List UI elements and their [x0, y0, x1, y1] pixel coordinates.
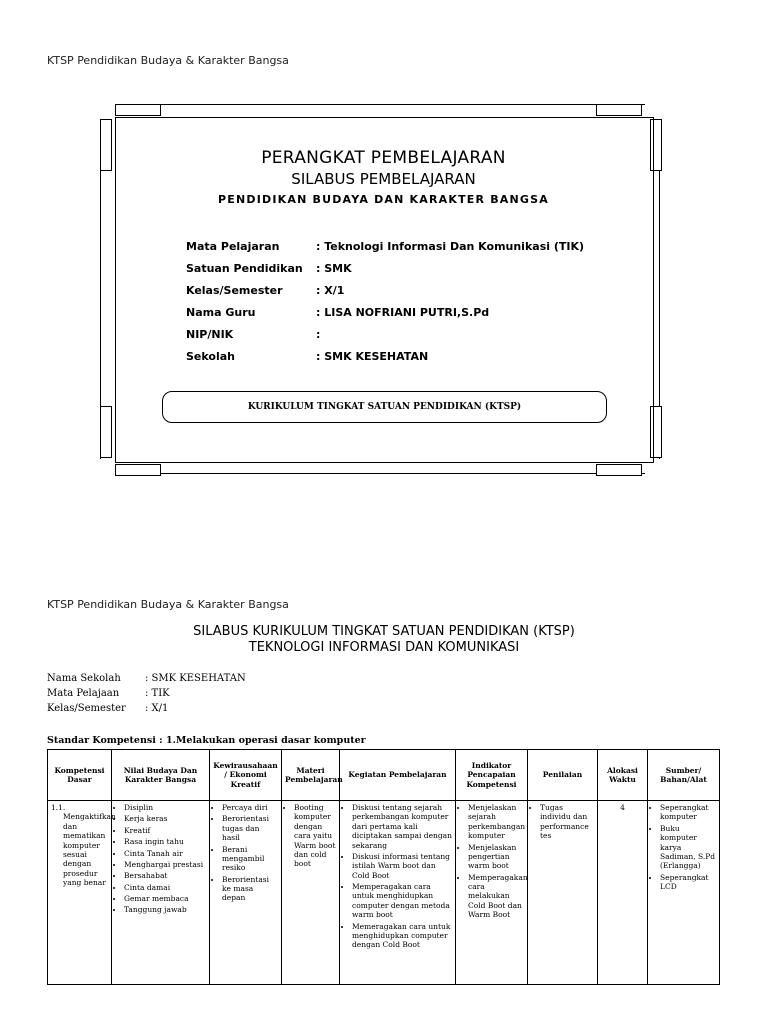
- list-item: • Cinta Tanah air: [124, 849, 206, 858]
- cover-subtitle: SILABUS PEMBELAJARAN: [291, 170, 476, 188]
- cell-alokasi: 4: [598, 801, 648, 985]
- list-item: • Diskusi informasi tentang istilah Warm boot dan Cold Boot: [352, 852, 452, 880]
- list-item: • Seperangkat komputer: [660, 803, 716, 822]
- th-kompetensi-dasar: Kompetensi Dasar: [48, 750, 112, 801]
- th-nilai-budaya: Nilai Budaya Dan Karakter Bangsa: [112, 750, 210, 801]
- table-header-row: [48, 750, 720, 801]
- cell-penilaian: [528, 801, 598, 985]
- standar-kompetensi: Standar Kompetensi : 1.Melakukan operasi dasar komputer: [47, 735, 366, 746]
- list-item: • Booting komputer dengan cara yaitu Warm boot dan cold boot: [294, 803, 336, 869]
- list-item: • Seperangkat LCD: [660, 873, 716, 892]
- list-item: • Kreatif: [124, 826, 206, 835]
- silabus-title: SILABUS KURIKULUM TINGKAT SATUAN PENDIDIKAN (KTSP): [193, 624, 575, 639]
- list-item: • Memeragakan cara untuk menghidupkan computer dengan Cold Boot: [352, 922, 452, 950]
- page-header: KTSP Pendidikan Budaya & Karakter Bangsa: [47, 54, 289, 67]
- list-item: • Memperagakan cara untuk menghidupkan computer dengan metoda warm boot: [352, 882, 452, 920]
- list-item: • Menghargai prestasi: [124, 860, 206, 869]
- cell-sumber: [648, 801, 720, 985]
- page2-header: KTSP Pendidikan Budaya & Karakter Bangsa: [47, 598, 289, 611]
- th-alokasi: Alokasi Waktu: [598, 750, 648, 801]
- list-item: • Berani mengambil resiko: [222, 845, 278, 873]
- list-item: • Tugas individu dan performance tes: [540, 803, 594, 841]
- list-item: • Tanggung jawab: [124, 905, 206, 914]
- list-item: • Berorientasi tugas dan hasil: [222, 814, 278, 842]
- th-penilaian: Penilaian: [528, 750, 598, 801]
- list-item: • Percaya diri: [222, 803, 278, 812]
- cover-title: PERANGKAT PEMBELAJARAN: [261, 148, 506, 168]
- table-row: [48, 801, 720, 985]
- cover-subtitle-2: PENDIDIKAN BUDAYA DAN KARAKTER BANGSA: [218, 193, 549, 206]
- list-item: • Memperagakan cara melakukan Cold Boot dan Warm Boot: [468, 873, 524, 920]
- list-item: • Menjelaskan pengertian warm boot: [468, 843, 524, 871]
- list-item: • Buku komputer karya Sadiman, S.Pd (Erlangga): [660, 824, 716, 871]
- list-item: • Kerja keras: [124, 814, 206, 823]
- th-kegiatan: Kegiatan Pembelajaran: [340, 750, 456, 801]
- list-item: • Berorientasi ke masa depan: [222, 875, 278, 903]
- list-item: • Gemar membaca: [124, 894, 206, 903]
- cell-nilai-budaya: [112, 801, 210, 985]
- list-item: • Cinta damai: [124, 883, 206, 892]
- list-item: • Menjelaskan sejarah perkembangan komputer: [468, 803, 524, 841]
- th-indikator: Indikator Pencapaian Kompetensi: [456, 750, 528, 801]
- ktsp-box: KURIKULUM TINGKAT SATUAN PENDIDIKAN (KTSP): [162, 391, 607, 423]
- silabus-table: [47, 749, 720, 985]
- cell-kewirausahaan: [210, 801, 282, 985]
- list-item: • Diskusi tentang sejarah perkembangan komputer dari pertama kali diciptakan sampai dengan sekarang: [352, 803, 452, 850]
- list-item: • Rasa ingin tahu: [124, 837, 206, 846]
- list-item: • Bersahabat: [124, 871, 206, 880]
- cell-materi: [282, 801, 340, 985]
- silabus-subtitle: TEKNOLOGI INFORMASI DAN KOMUNIKASI: [248, 640, 520, 655]
- cell-kompetensi-dasar: 1.1. Mengaktifkan dan mematikan komputer sesuai dengan prosedur yang benar: [48, 801, 112, 985]
- th-sumber: Sumber/ Bahan/Alat: [648, 750, 720, 801]
- list-item: • Disiplin: [124, 803, 206, 812]
- cell-indikator: [456, 801, 528, 985]
- th-materi: Materi Pembelajaran: [282, 750, 340, 801]
- th-kewirausahaan: Kewirausahaan / Ekonomi Kreatif: [210, 750, 282, 801]
- cell-kegiatan: [340, 801, 456, 985]
